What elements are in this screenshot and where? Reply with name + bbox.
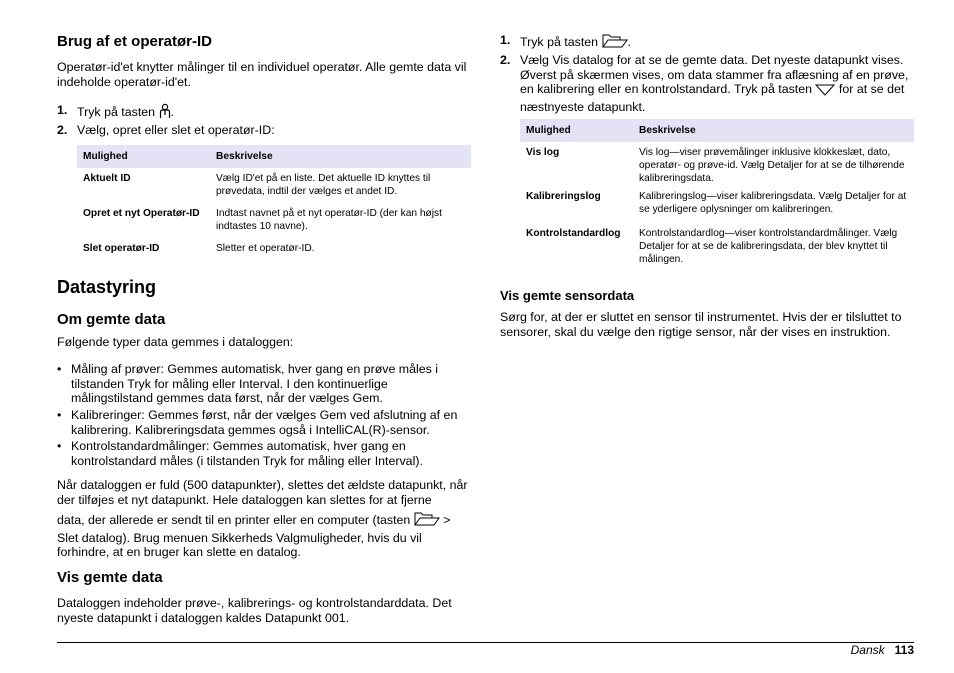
text-delete-before: data, der allerede er sendt til en printer eller en computer (tasten (57, 513, 414, 527)
step-text: Vælg, opret eller slet et operatør-ID: (77, 123, 275, 137)
step-text (520, 53, 914, 114)
paragraph-sensordata: Sørg for, at der er sluttet en sensor til instrumentet. Hvis der er tilsluttet to sensorer, skal du vælge den rigtige sensor, når der vises en instruktion. (500, 310, 902, 339)
table-cell-description: Vælg ID'et på en liste. Det aktuelle ID knyttes til prøvedata, indtil der vælges et andet ID. (216, 173, 431, 197)
bullet-dot: • (57, 439, 62, 453)
page-number: 113 (894, 643, 914, 657)
table-cell-description: Kontrolstandardlog—viser kontrolstandardmålinger. Vælg Detaljer for at se de kalibreringsdata, der blev knyttet til målingen. (639, 228, 898, 265)
table-row (520, 142, 914, 190)
step-text (520, 33, 631, 53)
paragraph-datalog-full: Når dataloggen er fuld (500 datapunkter), slettes det ældste datapunkt, når der tilføjes et nyt datapunkt. Hele dataloggen kan slettes for at fjerne (57, 478, 468, 507)
bullet-text: Kalibreringer: Gemmes først, når der vælges Gem ved afslutning af en kalibrering. Kalibreringsdata gemmes også i IntelliCAL(R)-sensor. (71, 408, 458, 437)
table-row (77, 168, 471, 207)
datalog-options-table (520, 119, 914, 266)
table-row (77, 242, 471, 255)
bullet-text: Måling af prøver: Gemmes automatisk, hver gang en prøve måles i tilstanden Tryk for måling eller Interval. I den kontinuerlige målingstilstand gemmes data først, når der vælges Gem. (71, 362, 439, 405)
table-cell-description: Indtast navnet på et nyt operatør-ID (der kan højst indtastes 10 navne). (216, 208, 442, 232)
step-text-after: . (170, 105, 174, 119)
step-number: 1. (57, 103, 68, 117)
table-cell-description: Vis log—viser prøvemålinger inklusive klokkeslæt, dato, operatør- og prøve-id. Vælg Detaljer for at se de tilhørende kalibreringsdata. (639, 147, 905, 184)
paragraph-datalog-delete (57, 511, 471, 560)
step-number: 1. (500, 33, 511, 47)
step-text-before: Tryk på tasten (520, 35, 602, 49)
table-cell-option: Kalibreringslog (526, 191, 601, 202)
operator-options-table (77, 145, 471, 255)
page-footer (851, 643, 914, 657)
step-number: 2. (500, 53, 511, 67)
table-row (520, 227, 914, 266)
table-cell-option: Kontrolstandardlog (526, 228, 621, 239)
table-row (77, 207, 471, 242)
table-cell-option: Vis log (526, 147, 560, 158)
footer-language: Dansk (850, 643, 885, 657)
table-cell-option: Opret et nyt Operatør-ID (83, 208, 200, 219)
step-number: 2. (57, 123, 68, 137)
text-delete-after: > Slet datalog). Brug menuen Sikkerheds Valgmuligheder, hvis du vil forhindre, at en bruger kan slette en datalog. (57, 513, 451, 559)
folder-open-icon (414, 511, 440, 531)
folder-open-icon (602, 33, 628, 53)
table-cell-description: Kalibreringslog—viser kalibreringsdata. Vælg Detaljer for at se yderligere oplysninger om kalibreringen. (639, 191, 907, 215)
table-header-row (77, 145, 471, 168)
table-header-option: Mulighed (520, 119, 633, 142)
operator-person-icon (159, 103, 171, 123)
table-header-row (520, 119, 914, 142)
heading-operator-id: Brug af et operatør-ID (57, 33, 213, 50)
table-header-option: Mulighed (77, 145, 210, 168)
step-text (77, 103, 174, 123)
table-header-description: Beskrivelse (210, 145, 471, 168)
chevron-down-icon (815, 84, 835, 100)
paragraph-operator-intro: Operatør-id'et knytter målinger til en individuel operatør. Alle gemte data vil indeholde operatør-id'et. (57, 60, 467, 89)
paragraph-om-intro: Følgende typer data gemmes i dataloggen: (57, 335, 294, 349)
step-text-after: for at se det næstnyeste datapunkt. (520, 82, 905, 114)
table-cell-option: Aktuelt ID (83, 173, 131, 184)
paragraph-vis-intro: Dataloggen indeholder prøve-, kalibrerings- og kontrolstandarddata. Det nyeste datapunkt i dataloggen kaldes Datapunkt 001. (57, 596, 452, 625)
heading-vis-sensordata: Vis gemte sensordata (500, 288, 635, 303)
table-cell-description: Sletter et operatør-ID. (216, 243, 315, 254)
heading-vis-gemte-data: Vis gemte data (57, 569, 163, 586)
bullet-dot: • (57, 408, 62, 422)
step-text-before: Vælg Vis datalog for at se de gemte data. Det nyeste datapunkt vises. Øverst på skærmen vises, om data stammer fra aflæsning af en prøve, en kalibrering eller en kontrolstandard. Tryk på tasten (520, 53, 909, 96)
table-row (520, 190, 914, 227)
bullet-text: Kontrolstandardmålinger: Gemmes automatisk, hver gang en kontrolstandard måles (i tilstanden Tryk for måling eller Interval). (71, 439, 423, 468)
heading-datastyring: Datastyring (57, 277, 157, 297)
step-text-after: . (627, 35, 631, 49)
footer-divider (57, 642, 914, 643)
table-header-description: Beskrivelse (633, 119, 914, 142)
step-text-before: Tryk på tasten (77, 105, 159, 119)
heading-om-gemte-data: Om gemte data (57, 311, 166, 328)
bullet-dot: • (57, 362, 62, 376)
table-cell-option: Slet operatør-ID (83, 243, 160, 254)
